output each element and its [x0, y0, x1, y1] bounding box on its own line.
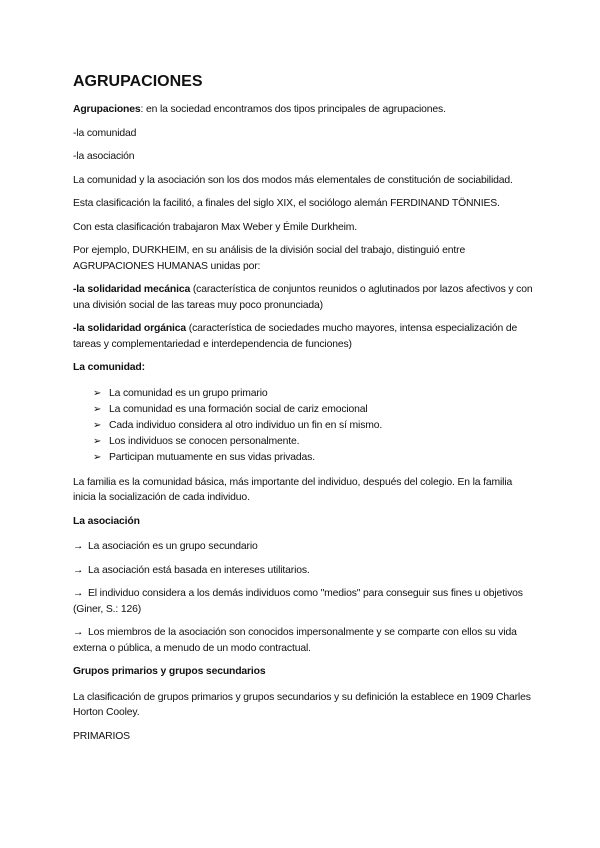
- document-page: [73, 72, 533, 752]
- arrowhead-bullet-icon: ➢: [93, 403, 102, 415]
- list-item-text: La comunidad es una formación social de cariz emocional: [109, 403, 368, 415]
- arrowhead-bullet-icon: ➢: [93, 419, 102, 431]
- list-item-text: Los individuos se conocen personalmente.: [109, 435, 300, 447]
- solidarity-mechanical: [73, 282, 533, 313]
- list-item: [93, 386, 533, 402]
- type-community: -la comunidad: [73, 127, 137, 139]
- family-paragraph: La familia es la comunidad básica, más importante del individuo, después del colegio. En la familia inicia la socialización de cada individuo.: [73, 476, 513, 503]
- intro-text: : en la sociedad encontramos dos tipos principales de agrupaciones.: [140, 104, 446, 115]
- association-item-text: La asociación está basada en intereses utilitarios.: [85, 564, 310, 576]
- intro-label: Agrupaciones: [73, 104, 141, 115]
- association-item: [73, 563, 533, 579]
- solidarity-organic-text: (característica de sociedades mucho mayores, intensa especialización de tareas y complementariedad e interdependencia de funciones): [73, 323, 518, 350]
- type-association: -la asociación: [73, 151, 135, 162]
- association-item: [73, 539, 533, 555]
- solidarity-mechanical-text: (característica de conjuntos reunidos o aglutinados por lazos afectivos y con una división social de las tareas muy poco pronunciada): [73, 284, 533, 311]
- list-item-text: Participan mutuamente en sus vidas privadas.: [109, 451, 315, 463]
- arrowhead-bullet-icon: ➢: [93, 435, 102, 447]
- groups-paragraph: La clasificación de grupos primarios y grupos secundarios y su definición la establece en 1909 Charles Horton Cooley.: [73, 691, 531, 718]
- paragraph-durkheim: Por ejemplo, DURKHEIM, en su análisis de la división social del trabajo, distinguió entre AGRUPACIONES HUMANAS unidas por:: [73, 245, 466, 272]
- list-item-text: Cada individuo considera al otro individuo un fin en sí mismo.: [109, 419, 383, 431]
- association-item-text: El individuo considera a los demás individuos como "medios" para conseguir sus fines u objetivos (Giner, S.: 126): [73, 588, 523, 615]
- association-item: [73, 586, 533, 617]
- list-item: [93, 418, 533, 434]
- community-heading: La comunidad:: [73, 362, 145, 373]
- solidarity-organic: [73, 321, 533, 352]
- paragraph-weber-durkheim: Con esta clasificación trabajaron Max Weber y Émile Durkheim.: [73, 221, 358, 233]
- community-list: [73, 386, 533, 466]
- page-title: AGRUPACIONES: [73, 73, 203, 90]
- right-arrow-icon: →: [73, 588, 84, 599]
- association-heading: La asociación: [73, 515, 140, 527]
- right-arrow-icon: →: [73, 564, 84, 576]
- solidarity-organic-label: -la solidaridad orgánica: [73, 323, 187, 334]
- paragraph-sociability: La comunidad y la asociación son los dos modos más elementales de constitución de sociabilidad.: [73, 174, 513, 186]
- association-item-text: La asociación es un grupo secundario: [85, 541, 258, 552]
- primarios-label: PRIMARIOS: [73, 730, 130, 742]
- list-item: [93, 450, 533, 466]
- arrowhead-bullet-icon: ➢: [93, 387, 102, 399]
- list-item: [93, 402, 533, 418]
- arrowhead-bullet-icon: ➢: [93, 451, 102, 463]
- association-item: [73, 625, 533, 656]
- list-item-text: La comunidad es un grupo primario: [109, 387, 268, 399]
- list-item: [93, 434, 533, 450]
- right-arrow-icon: →: [73, 627, 84, 638]
- solidarity-mechanical-label: -la solidaridad mecánica: [73, 284, 191, 295]
- association-item-text: Los miembros de la asociación son conocidos impersonalmente y se comparte con ellos su vida externa o pública, a menudo de un modo contractual.: [73, 627, 517, 654]
- paragraph-tonnies: Esta clasificación la facilitó, a finales del siglo XIX, el sociólogo alemán FERDINAND TÖNNIES.: [73, 198, 500, 209]
- groups-heading: Grupos primarios y grupos secundarios: [73, 666, 266, 677]
- right-arrow-icon: →: [73, 541, 84, 552]
- intro-paragraph: [73, 102, 533, 118]
